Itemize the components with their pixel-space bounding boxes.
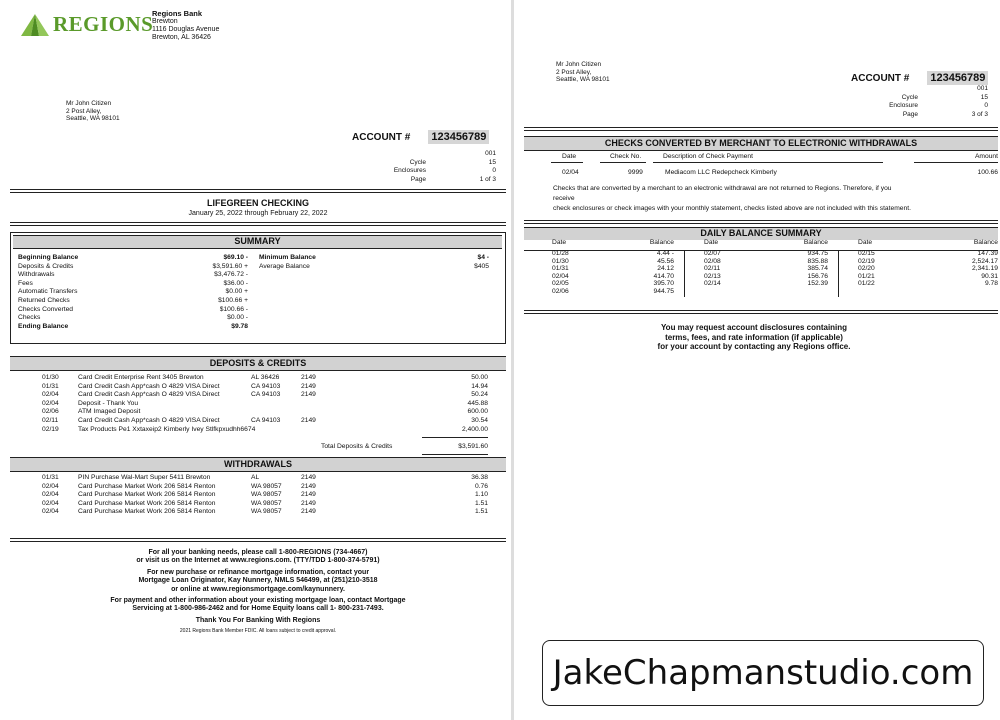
daily-balance: 9.78	[984, 280, 998, 288]
deposits-table	[10, 374, 506, 434]
summary-value: $36.00 -	[223, 279, 248, 287]
daily-balance: 395.70	[653, 280, 674, 288]
daily-balance: 2,341.19	[971, 265, 998, 273]
customer-address	[556, 61, 610, 84]
tx-date: 02/19	[42, 425, 59, 433]
tx-location: WA 98057	[251, 482, 282, 490]
tx-location: CA 94103	[251, 416, 281, 424]
daily-row	[524, 288, 998, 296]
tx-date: 02/04	[42, 391, 59, 399]
summary-row	[18, 306, 248, 315]
converted-header	[524, 153, 998, 162]
daily-date: 02/08	[704, 257, 721, 265]
fine-print: 2021 Regions Bank Member FDIC. All loans subject to credit approval.	[179, 628, 337, 635]
account-label: ACCOUNT #	[851, 72, 910, 84]
tx-amount: 1.51	[474, 499, 488, 507]
tx-amount: 50.00	[471, 374, 488, 381]
tx-ref: 2149	[301, 499, 316, 507]
tx-description: Card Purchase Market Work 206 5814 Renton	[78, 499, 216, 507]
transaction-row	[10, 508, 506, 517]
regions-leaf-icon	[20, 13, 50, 37]
daily-row	[524, 280, 998, 288]
daily-balance-header: Balance	[649, 239, 674, 246]
daily-balance: 934.75	[807, 250, 828, 257]
header-underline	[653, 162, 883, 163]
tx-description: Tax Products Pe1 Xxtaxeip2 Kimberly Ivey Stlfkpxudhh6674	[78, 425, 256, 433]
disclosure-notice	[524, 323, 984, 352]
tx-ref: 2149	[301, 508, 316, 516]
disclosure-line: for your account by contacting any Regions office.	[657, 342, 851, 352]
summary-label: Checks Converted	[18, 305, 74, 313]
disclosure-line: You may request account disclosures containing	[660, 323, 848, 332]
converted-desc: Mediacom LLC Redepcheck Kimberly	[665, 169, 777, 176]
daily-title: DAILY BALANCE SUMMARY	[524, 227, 998, 240]
min-balance-row	[259, 254, 489, 263]
daily-date: 01/31	[552, 265, 569, 273]
transaction-row	[10, 417, 506, 426]
account-code: 001	[977, 85, 988, 92]
account-meta	[366, 150, 496, 184]
disclosure-line: terms, fees, and rate information (if applicable)	[665, 332, 843, 342]
enclosures-value: 0	[492, 167, 496, 174]
tx-date: 02/04	[42, 399, 59, 407]
logo-text: REGIONS	[53, 12, 154, 36]
tx-amount: 30.54	[471, 416, 488, 424]
summary-value: $69.10 -	[223, 254, 248, 261]
deposits-title: DEPOSITS & CREDITS	[10, 356, 506, 371]
daily-date: 02/11	[704, 265, 721, 273]
tx-date: 02/06	[42, 408, 59, 416]
bank-name: Regions Bank	[152, 9, 203, 18]
enclosure-label: Enclosure	[889, 102, 918, 109]
tx-description: Card Purchase Market Work 206 5814 Renton	[78, 491, 216, 499]
daily-date: 01/30	[552, 257, 569, 265]
deposits-total	[10, 443, 506, 452]
summary-value: $100.66 -	[219, 305, 248, 313]
summary-table	[18, 254, 248, 331]
tx-description: Card Credit Cash App*cash O 4829 VISA Direct	[78, 382, 220, 390]
tx-amount: 1.51	[474, 508, 488, 516]
converted-amount: 100.66	[977, 169, 998, 176]
tx-amount: 36.38	[471, 474, 488, 481]
account-code: 001	[485, 150, 496, 157]
cycle-label: Cycle	[901, 93, 918, 101]
tx-date: 02/04	[42, 491, 59, 499]
tx-location: CA 94103	[251, 382, 281, 390]
customer-street: 2 Post Alley,	[556, 68, 592, 76]
divider	[10, 189, 506, 193]
tx-location: CA 94103	[251, 391, 281, 399]
daily-balance: 835.88	[807, 257, 828, 265]
tx-amount: 14.94	[471, 382, 488, 390]
tx-location: WA 98057	[251, 508, 282, 516]
transaction-row	[10, 391, 506, 400]
tx-description: Deposit - Thank You	[78, 399, 139, 407]
summary-title: SUMMARY	[13, 235, 502, 249]
transaction-row	[10, 400, 506, 409]
total-rule	[422, 437, 488, 438]
summary-row	[18, 263, 248, 272]
bank-address	[152, 10, 219, 42]
summary-value: $9.78	[231, 322, 248, 330]
tx-location: WA 98057	[251, 491, 282, 499]
withdrawals-title: WITHDRAWALS	[10, 457, 506, 472]
transaction-row	[10, 491, 506, 500]
daily-date: 01/21	[858, 272, 875, 280]
page-value: 3 of 3	[971, 110, 988, 118]
daily-balance: 45.56	[657, 257, 674, 265]
customer-name: Mr John Citizen	[66, 100, 112, 107]
regions-logo	[20, 12, 153, 37]
daily-row	[524, 258, 998, 266]
tx-date: 01/30	[42, 374, 59, 381]
tx-ref: 2149	[301, 474, 316, 481]
cycle-value: 15	[488, 158, 496, 166]
note-line: receive	[553, 195, 575, 202]
summary-label: Ending Balance	[18, 322, 69, 330]
daily-date: 01/28	[552, 250, 569, 257]
account-meta	[858, 85, 988, 119]
account-number-block	[352, 130, 489, 144]
total-value: $3,591.60	[458, 443, 488, 450]
tx-description: PIN Purchase Wal-Mart Super 5411 Brewton	[78, 474, 211, 481]
daily-balance: 147.39	[977, 250, 998, 257]
tx-location: AL 36426	[251, 374, 280, 381]
footer-line: For new purchase or refinance mortgage information, contact your	[146, 568, 370, 576]
divider	[10, 222, 506, 226]
daily-balance: 414.70	[653, 272, 674, 280]
tx-amount: 600.00	[467, 408, 488, 416]
total-label: Total Deposits & Credits	[321, 443, 393, 450]
tx-description: Card Credit Cash App*cash O 4829 VISA Direct	[78, 416, 220, 424]
tx-date: 02/04	[42, 499, 59, 507]
watermark-text: JakeChapmanstudio.com	[552, 653, 974, 693]
converted-header-row	[524, 153, 998, 162]
summary-value: $100.66 +	[218, 296, 248, 304]
tx-ref: 2149	[301, 374, 316, 381]
statement-period: January 25, 2022 through February 22, 2022	[188, 210, 328, 217]
daily-balance: 90.31	[981, 272, 998, 280]
tx-description: Card Credit Enterprise Rent 3405 Brewton	[78, 374, 204, 381]
divider	[10, 538, 506, 542]
tx-ref: 2149	[301, 382, 316, 390]
summary-label: Automatic Transfers	[18, 288, 78, 296]
summary-value: $3,476.72 -	[214, 271, 248, 279]
tx-date: 02/11	[42, 416, 59, 424]
divider	[524, 310, 998, 314]
daily-balance: 152.39	[807, 280, 828, 288]
tx-ref: 2149	[301, 416, 316, 424]
daily-balance: 24.12	[657, 265, 674, 273]
page-label: Page	[902, 110, 918, 118]
tx-amount: 2,400.00	[461, 425, 488, 433]
daily-balance: 4.44 -	[656, 250, 674, 257]
summary-label: Withdrawals	[18, 271, 55, 279]
statement-page-3	[514, 0, 1000, 720]
daily-balance: 156.76	[807, 272, 828, 280]
customer-address	[66, 100, 120, 123]
col-check-no: Check No.	[610, 153, 642, 160]
transaction-row	[10, 483, 506, 492]
header-underline	[551, 162, 583, 163]
daily-balance: 944.75	[653, 287, 674, 295]
summary-row	[18, 271, 248, 280]
page-label: Page	[410, 175, 426, 183]
daily-table	[524, 250, 998, 296]
converted-date: 02/04	[562, 169, 579, 176]
summary-row	[18, 314, 248, 323]
converted-title: CHECKS CONVERTED BY MERCHANT TO ELECTRONIC WITHDRAWALS	[524, 136, 998, 151]
transaction-row	[10, 500, 506, 509]
min-balance-label: Minimum Balance	[259, 254, 316, 261]
daily-row	[524, 273, 998, 281]
header-underline	[914, 162, 998, 163]
daily-date: 02/05	[552, 280, 569, 288]
daily-balance: 2,524.17	[971, 257, 998, 265]
tx-amount: 445.88	[467, 399, 488, 407]
summary-label: Fees	[18, 279, 33, 287]
avg-balance-row	[259, 263, 489, 272]
tx-date: 02/04	[42, 508, 59, 516]
tx-ref: 2149	[301, 482, 316, 490]
bank-city: Brewton, AL 36426	[152, 34, 211, 41]
summary-value: $0.00 -	[227, 314, 248, 322]
tx-amount: 50.24	[471, 391, 488, 399]
converted-table	[524, 169, 998, 178]
divider	[524, 220, 998, 224]
col-desc: Description of Check Payment	[663, 153, 753, 160]
bank-street: 1116 Douglas Avenue	[152, 26, 220, 33]
tx-amount: 0.76	[474, 482, 488, 490]
transaction-row	[10, 426, 506, 435]
deposits-total-row	[10, 443, 506, 452]
daily-date: 02/06	[552, 287, 569, 295]
tx-ref: 2149	[301, 391, 316, 399]
daily-date: 02/19	[858, 257, 875, 265]
account-label: ACCOUNT #	[352, 131, 411, 143]
tx-date: 01/31	[42, 382, 59, 390]
avg-balance-value: $405	[474, 262, 489, 270]
tx-date: 01/31	[42, 474, 59, 481]
customer-name: Mr John Citizen	[556, 61, 602, 68]
daily-date: 02/07	[704, 250, 721, 257]
customer-city: Seattle, WA 98101	[66, 115, 120, 123]
summary-row	[18, 254, 248, 263]
daily-date-header: Date	[552, 239, 567, 246]
enclosures-label: Enclosures	[393, 167, 426, 174]
tx-ref: 2149	[301, 491, 316, 499]
footer-line: Thank You For Banking With Regions	[195, 616, 321, 624]
footer-line: Servicing at 1-800-986-2462 and for Home Equity loans call 1- 800-231-7493.	[132, 605, 384, 613]
col-date: Date	[562, 153, 577, 160]
account-number: 123456789	[428, 130, 489, 144]
summary-box	[10, 232, 506, 344]
daily-date: 01/22	[858, 280, 875, 288]
transaction-row	[10, 474, 506, 483]
tx-description: Card Purchase Market Work 206 5814 Renton	[78, 508, 216, 516]
daily-balance-header: Balance	[973, 239, 998, 246]
summary-row	[18, 323, 248, 332]
col-amount: Amount	[974, 153, 998, 160]
daily-date: 02/14	[704, 280, 721, 288]
footer-contact	[10, 549, 506, 636]
daily-header	[524, 239, 998, 248]
summary-value: $3,591.60 +	[212, 262, 248, 270]
tx-location: AL	[251, 474, 260, 481]
cycle-value: 15	[980, 93, 988, 101]
product-title: LIFEGREEN CHECKING	[206, 198, 309, 208]
customer-city: Seattle, WA 98101	[556, 76, 610, 84]
withdrawals-table	[10, 474, 506, 517]
bank-branch: Brewton	[152, 18, 178, 25]
summary-row	[18, 297, 248, 306]
header-underline	[600, 162, 646, 163]
footer-line: Mortgage Loan Originator, Kay Nunnery, NMLS 546499, at (251)210-3518	[138, 577, 378, 585]
tx-location: WA 98057	[251, 499, 282, 507]
tx-description: Card Purchase Market Work 206 5814 Renton	[78, 482, 216, 490]
tx-description: ATM Imaged Deposit	[78, 408, 141, 416]
summary-label: Deposits & Credits	[18, 262, 74, 270]
customer-street: 2 Post Alley,	[66, 107, 102, 115]
footer-line: For all your banking needs, please call 1-800-REGIONS (734-4667)	[148, 549, 368, 556]
daily-date: 02/13	[704, 272, 721, 280]
summary-label: Returned Checks	[18, 296, 70, 304]
cycle-label: Cycle	[409, 158, 426, 166]
note-line: Checks that are converted by a merchant to an electronic withdrawal are not returned to Regions. Therefore, if you	[553, 185, 892, 192]
transaction-row	[10, 383, 506, 392]
summary-row	[18, 280, 248, 289]
summary-value: $0.00 +	[225, 288, 248, 296]
transaction-row	[10, 374, 506, 383]
divider	[524, 127, 998, 131]
daily-balance: 385.74	[807, 265, 828, 273]
daily-row	[524, 265, 998, 273]
daily-header-row	[524, 239, 998, 248]
footer-line: For payment and other information about your existing mortgage loan, contact Mortgage	[110, 597, 406, 605]
converted-check-no: 9999	[628, 169, 643, 176]
daily-balance-header: Balance	[803, 239, 828, 246]
converted-note	[553, 184, 998, 214]
daily-row	[524, 250, 998, 258]
transaction-row	[10, 408, 506, 417]
tx-description: Card Credit Cash App*cash O 4829 VISA Direct	[78, 391, 220, 399]
watermark-badge	[542, 640, 984, 706]
tx-date: 02/04	[42, 482, 59, 490]
daily-date-header: Date	[704, 239, 719, 246]
account-number: 123456789	[927, 71, 988, 85]
daily-date: 02/20	[858, 265, 875, 273]
summary-row	[18, 288, 248, 297]
summary-label: Beginning Balance	[18, 254, 79, 261]
daily-date: 02/15	[858, 250, 875, 257]
converted-row	[524, 169, 998, 178]
enclosure-value: 0	[984, 102, 988, 109]
note-line: check enclosures or check images with your monthly statement, checks listed above are not included with this statement.	[553, 205, 911, 212]
page-value: 1 of 3	[479, 175, 496, 183]
summary-label: Checks	[18, 314, 41, 322]
min-balance-value: $4 -	[477, 254, 489, 261]
avg-balance-label: Average Balance	[259, 262, 310, 270]
daily-date: 02/04	[552, 272, 569, 280]
total-underline	[422, 454, 488, 455]
tx-amount: 1.10	[474, 491, 488, 499]
account-number-block	[851, 71, 988, 85]
balance-stats	[259, 254, 489, 271]
footer-line: or online at www.regionsmortgage.com/kaynunnery.	[171, 585, 345, 593]
footer-line: or visit us on the Internet at www.regions.com. (TTY/TDD 1-800-374-5791)	[136, 557, 380, 565]
daily-date-header: Date	[858, 239, 873, 246]
